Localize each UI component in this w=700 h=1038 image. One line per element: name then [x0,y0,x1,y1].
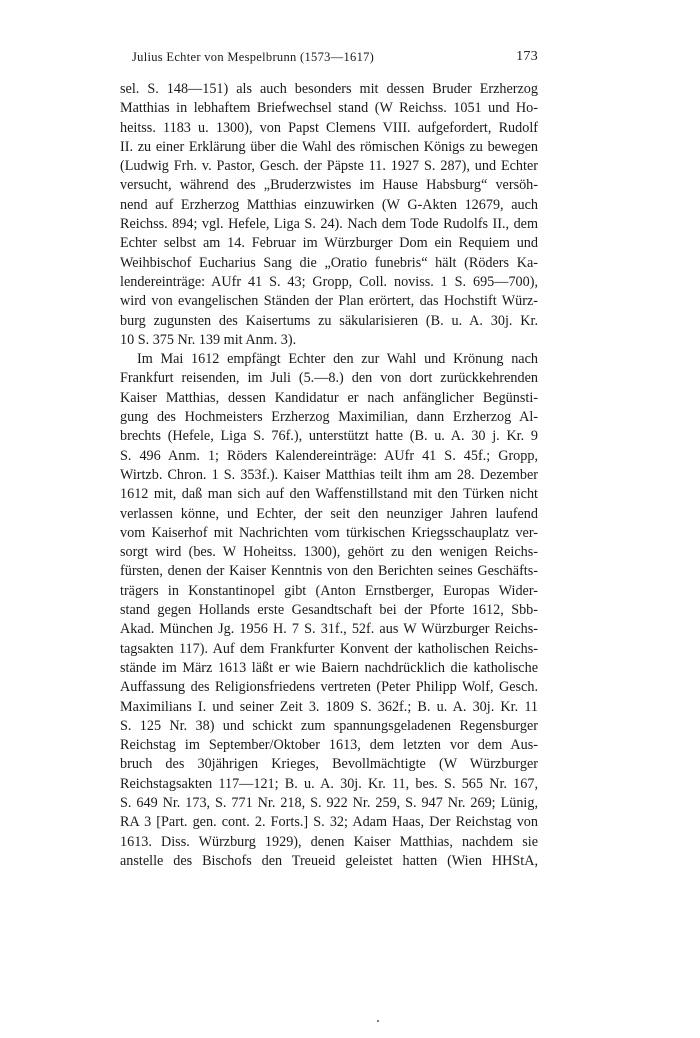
text-line: Weihbischof Eucharius Sang die „Oratio funebris“ hält (Röders Ka- [120,254,538,271]
text-line: anstelle des Bischofs den Treueid geleistet hatten (Wien HHStA, [120,852,538,869]
text-line: Im Mai 1612 empfängt Echter den zur Wahl und Krönung nach [137,351,538,368]
text-line: stand gegen Hollands erste Gesandtschaft bei der Pforte 1612, Sbb- [120,602,538,619]
body-text [120,80,538,871]
scan-speck [377,1020,379,1022]
text-line: bruch des 30jährigen Krieges, Bevollmächtigte (W Würzburger [120,756,538,773]
text-line: nend auf Erzherzog Matthias einzuwirken (W G-Akten 12679, auch [120,196,538,213]
text-line: Reichss. 894; vgl. Hefele, Liga S. 24). Nach dem Tode Rudolfs II., dem [120,216,538,233]
text-line: sorgt wird (bes. W Hoheitss. 1300), gehört zu den wenigen Reichs- [120,544,538,561]
text-line: Reichstag im September/Oktober 1613, dem letzten vor dem Aus- [120,737,538,754]
text-line: vom Kaiserhof mit Nachrichten vom türkischen Kriegsschauplatz ver- [120,524,538,541]
text-line: II. zu einer Erklärung über die Wahl des römischen Königs zu bewegen [120,138,538,155]
text-line: trägers in Konstantinopel gibt (Anton Ernstberger, Europas Wider- [120,582,538,599]
running-head [118,50,538,70]
text-line: Frankfurt reisenden, im Juli (5.—8.) den von dort zurückkehrenden [120,370,538,387]
text-line: stände im März 1613 läßt er wie Baiern nachdrücklich die katholische [120,659,538,676]
text-line: gung des Hochmeisters Erzherzog Maximilian, dann Erzherzog Al- [120,409,538,426]
text-line: S. 649 Nr. 173, S. 771 Nr. 218, S. 922 Nr. 259, S. 947 Nr. 269; Lünig, [120,794,538,811]
text-line: heitss. 1183 u. 1300), von Papst Clemens VIII. aufgefordert, Rudolf [120,119,538,136]
running-head-title: Julius Echter von Mespelbrunn (1573—1617) [132,50,375,64]
text-line: wird von evangelischen Ständen der Plan erörtert, das Hochstift Würz- [120,293,538,310]
text-line: S. 496 Anm. 1; Röders Kalendereinträge: AUfr 41 S. 45f.; Gropp, [120,447,538,464]
text-line: Matthias in lebhaftem Briefwechsel stand (W Reichss. 1051 und Ho- [120,100,538,117]
text-line: fürsten, denen der Kaiser Kenntnis von den Berichten seines Geschäfts- [120,563,538,580]
text-line: Reichstagsakten 117—121; B. u. A. 30j. Kr. 11, bes. S. 565 Nr. 167, [120,775,538,792]
text-line: Akad. München Jg. 1956 H. 7 S. 31f., 52f. aus W Würzburger Reichs- [120,621,538,638]
text-line: (Ludwig Frh. v. Pastor, Gesch. der Päpste 11. 1927 S. 287), und Echter [120,158,538,175]
text-line: brechts (Hefele, Liga S. 76f.), unterstützt hatte (B. u. A. 30 j. Kr. 9 [120,428,538,445]
text-line: 10 S. 375 Nr. 139 mit Anm. 3). [120,331,297,348]
text-line: tagsakten 117). Auf dem Frankfurter Konvent der katholischen Reichs- [120,640,538,657]
text-line: Kaiser Matthias, dessen Kandidatur er nach anfänglicher Begünsti- [120,389,538,406]
text-line: S. 125 Nr. 38) und schickt zum spannungsgeladenen Regensburger [120,717,538,734]
text-line: versucht, während des „Bruderzwistes im Hause Habsburg“ versöh- [120,177,538,194]
text-line: lendereinträge: AUfr 41 S. 43; Gropp, Coll. noviss. 1 S. 695—700), [120,273,538,290]
text-line: Auffassung des Religionsfriedens vertreten (Peter Philipp Wolf, Gesch. [120,679,538,696]
text-line: 1613. Diss. Würzburg 1929), denen Kaiser Matthias, nachdem sie [120,833,538,850]
text-line: Echter selbst am 14. Februar im Würzburger Dom ein Requiem und [120,235,538,252]
text-line: Maximilians I. und seiner Zeit 3. 1809 S. 362f.; B. u. A. 30j. Kr. 11 [120,698,538,715]
text-line: RA 3 [Part. gen. cont. 2. Forts.] S. 32; Adam Haas, Der Reichstag von [120,814,538,831]
text-line: burg zugunsten des Kaisertums zu säkularisieren (B. u. A. 30j. Kr. [120,312,538,329]
text-line: Wirtzb. Chron. 1 S. 353f.). Kaiser Matthias teilt ihm am 28. Dezember [120,466,538,483]
text-line: 1612 mit, daß man sich auf den Waffenstillstand mit den Türken nicht [120,486,538,503]
page-number: 173 [516,49,538,64]
text-line: verlassen könne, und Echter, der seit den neunziger Jahren laufend [120,505,538,522]
text-line: sel. S. 148—151) als auch besonders mit dessen Bruder Erzherzog [120,81,538,97]
